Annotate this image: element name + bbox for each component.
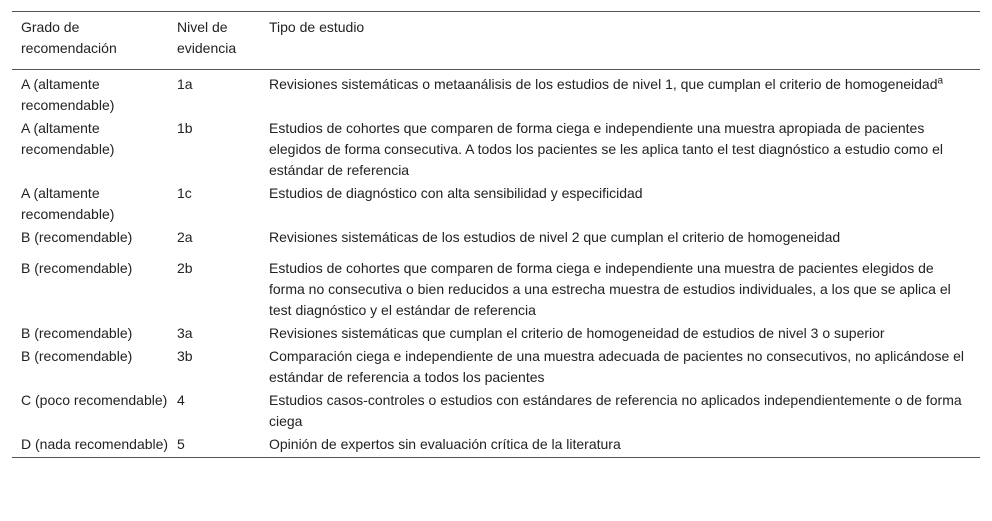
cell-nivel: 2a [177, 229, 193, 245]
table-row [12, 227, 980, 258]
cell-nivel: 1c [177, 185, 192, 201]
cell-tipo: Estudios de diagnóstico con alta sensibilidad y especificidad [269, 185, 643, 201]
table-row [12, 118, 980, 183]
cell-nivel: 5 [177, 436, 185, 452]
table-row [12, 258, 980, 323]
cell-nivel: 2b [177, 260, 193, 276]
table-row [12, 70, 980, 119]
cell-grado: A (altamente recomendable) [21, 76, 115, 113]
cell-nivel: 1b [177, 120, 193, 136]
cell-grado: B (recomendable) [21, 325, 133, 341]
table-row [12, 346, 980, 390]
cell-tipo: Opinión de expertos sin evaluación crítica de la literatura [269, 436, 621, 452]
evidence-table [12, 11, 980, 458]
table-row [12, 434, 980, 458]
cell-tipo [269, 70, 980, 119]
table-row [12, 323, 980, 346]
table-header-row [12, 12, 980, 70]
header-nivel: Nivel de evidencia [177, 19, 237, 56]
cell-tipo: Comparación ciega e independiente de una muestra adecuada de pacientes no consecutivos, no aplicándose el estándar de referencia a todos los pacientes [269, 348, 965, 385]
cell-nivel: 4 [177, 392, 185, 408]
cell-nivel: 3b [177, 348, 193, 364]
cell-tipo: Estudios de cohortes que comparen de forma ciega e independiente una muestra apropiada de pacientes elegidos de forma consecutiva. A todos los pacientes se les aplica tanto el test diagnóstico a estudio como el estándar de referencia [269, 120, 943, 178]
cell-tipo: Estudios de cohortes que comparen de forma ciega e independiente una muestra de pacientes elegidos de forma no consecutiva o bien reducidos a una estrecha muestra de estudios individuales, a los que se aplica el test diagnóstico y el estándar de referencia [269, 260, 951, 318]
table-row [12, 390, 980, 434]
evidence-table-container [12, 11, 980, 458]
footnote-marker: a [937, 75, 944, 87]
cell-tipo: Estudios casos-controles o estudios con estándares de referencia no aplicados independientemente o de forma ciega [269, 392, 962, 429]
cell-nivel: 1a [177, 76, 193, 92]
cell-nivel: 3a [177, 325, 193, 341]
cell-tipo-text: Revisiones sistemáticas o metaanálisis de los estudios de nivel 1, que cumplan el criterio de homogeneidad [269, 76, 938, 92]
cell-grado: B (recomendable) [21, 260, 133, 276]
cell-grado: D (nada recomendable) [21, 436, 169, 452]
header-grado: Grado de recomendación [21, 19, 117, 56]
cell-grado: C (poco recomendable) [21, 392, 168, 408]
cell-grado: B (recomendable) [21, 229, 133, 245]
header-tipo: Tipo de estudio [269, 19, 365, 35]
cell-grado: A (altamente recomendable) [21, 185, 115, 222]
cell-grado: B (recomendable) [21, 348, 133, 364]
cell-tipo: Revisiones sistemáticas de los estudios de nivel 2 que cumplan el criterio de homogeneidad [269, 229, 841, 245]
cell-grado: A (altamente recomendable) [21, 120, 115, 157]
table-row [12, 183, 980, 227]
cell-tipo: Revisiones sistemáticas que cumplan el criterio de homogeneidad de estudios de nivel 3 o superior [269, 325, 885, 341]
